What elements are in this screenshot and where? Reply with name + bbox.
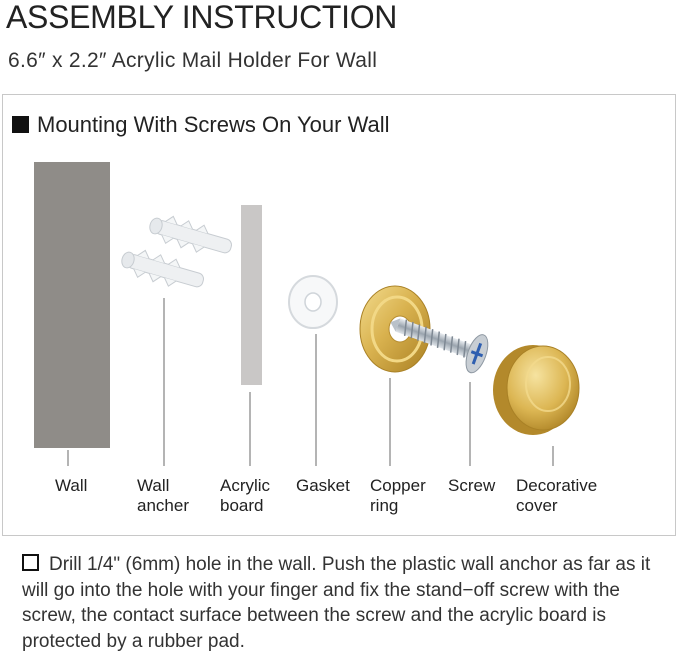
part-label-copper-ring: Copper ring: [370, 476, 426, 515]
wall-anchor-icon: [118, 211, 234, 295]
part-label-acrylic-board: Acrylic board: [220, 476, 271, 515]
part-label-wall: Wall: [55, 476, 88, 495]
part-label-gasket: Gasket: [296, 476, 350, 495]
part-label-decorative-cover: Decorative cover: [516, 476, 598, 515]
page-title: ASSEMBLY INSTRUCTION: [6, 0, 398, 35]
decorative-cover-icon: [493, 345, 579, 435]
product-subtitle: 6.6″ x 2.2″ Acrylic Mail Holder For Wall: [8, 49, 378, 72]
gasket-icon: [289, 276, 337, 328]
wall-panel: [34, 162, 110, 448]
instructions-text: Drill 1/4" (6mm) hole in the wall. Push the plastic wall anchor as far as it will go into the hole with your finger and fix the stand−off screw with the screw, the contact surface between the screw and the acrylic board is protected by a rubber pad.: [22, 554, 651, 652]
checkbox-icon: [22, 554, 39, 571]
instructions-paragraph: [22, 552, 662, 654]
part-label-screw: Screw: [448, 476, 496, 495]
acrylic-board-panel: [241, 205, 262, 385]
section-heading-text: Mounting With Screws On Your Wall: [37, 112, 390, 137]
part-label-wall-anchor: Wall ancher: [137, 476, 189, 515]
